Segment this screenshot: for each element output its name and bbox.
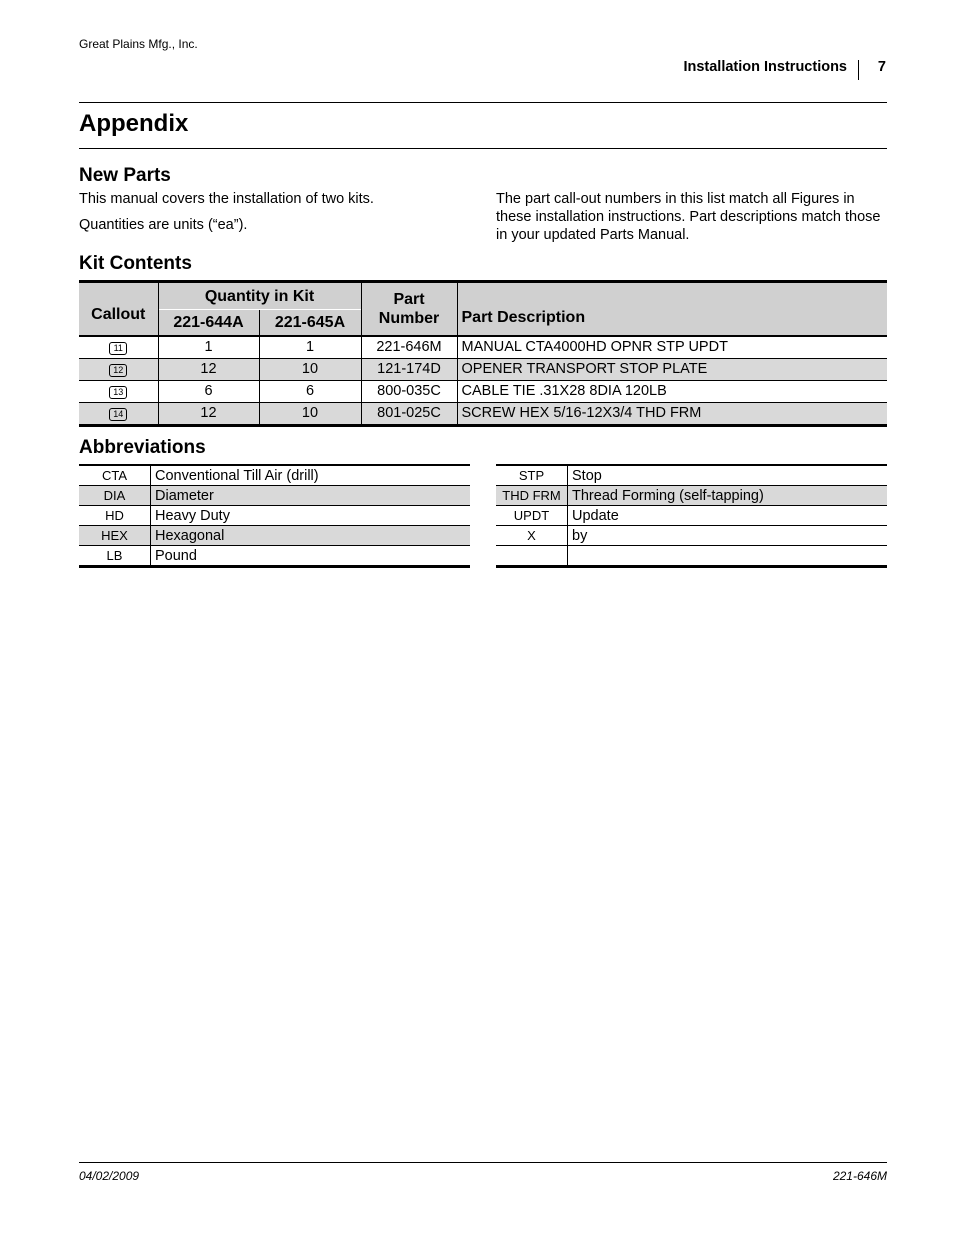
abbreviations-heading: Abbreviations	[79, 437, 206, 458]
callout-badge: 12	[109, 364, 127, 377]
part-number-header-line2: Number	[378, 310, 440, 327]
abbr-code: HEX	[79, 526, 151, 546]
description-cell: MANUAL CTA4000HD OPNR STP UPDT	[457, 336, 887, 359]
company-name: Great Plains Mfg., Inc.	[79, 37, 198, 51]
kit-contents-heading: Kit Contents	[79, 253, 192, 274]
abbr-code: THD FRM	[496, 486, 568, 506]
qty-a-cell: 12	[158, 359, 259, 381]
abbr-code: HD	[79, 506, 151, 526]
callout-badge: 13	[109, 386, 127, 399]
part-number-cell: 221-646M	[361, 336, 457, 359]
list-item	[496, 526, 887, 546]
abbr-meaning: Conventional Till Air (drill)	[155, 467, 319, 484]
new-parts-text-1: This manual covers the installation of two kits.	[79, 191, 374, 207]
part-number-header-line1: Part	[393, 291, 425, 308]
footer-doc-number: 221-646M	[832, 1169, 887, 1183]
callout-badge: 11	[109, 342, 127, 355]
header-rule	[79, 102, 887, 103]
table-row	[79, 359, 887, 381]
description-cell: CABLE TIE .31X28 8DIA 120LB	[457, 381, 887, 403]
abbr-code: X	[496, 526, 568, 546]
callout-badge: 14	[109, 408, 127, 421]
qty-a-cell: 12	[158, 403, 259, 426]
list-item	[79, 526, 470, 546]
abbr-meaning	[568, 546, 888, 567]
list-item	[79, 486, 470, 506]
description-cell: SCREW HEX 5/16-12X3/4 THD FRM	[457, 403, 887, 426]
qty-b-cell: 6	[259, 381, 361, 403]
abbr-meaning: Stop	[572, 467, 602, 484]
abbr-code	[496, 546, 568, 567]
part-number-header	[361, 282, 457, 337]
abbr-meaning: by	[568, 526, 888, 546]
list-item	[496, 486, 887, 506]
qty-a-cell: 6	[158, 381, 259, 403]
footer-rule	[79, 1162, 887, 1163]
title-rule	[79, 148, 887, 149]
part-number-cell: 800-035C	[361, 381, 457, 403]
table-row	[79, 336, 887, 359]
list-item	[496, 506, 887, 526]
description-header: Part Description	[457, 282, 887, 337]
section-title: Installation Instructions	[683, 59, 847, 75]
page-title: Appendix	[79, 110, 189, 137]
list-item	[79, 546, 470, 567]
qty-b-cell: 10	[259, 359, 361, 381]
part-number-cell: 121-174D	[361, 359, 457, 381]
abbr-meaning: Pound	[151, 546, 471, 567]
abbr-meaning: Update	[568, 506, 888, 526]
table-row	[79, 403, 887, 426]
new-parts-text-2: Quantities are units (“ea”).	[79, 217, 248, 233]
abbr-code: LB	[79, 546, 151, 567]
footer-date: 04/02/2009	[79, 1169, 140, 1183]
abbr-meaning: Hexagonal	[151, 526, 471, 546]
qty-b-cell: 10	[259, 403, 361, 426]
list-item	[79, 506, 470, 526]
qty-b-cell: 1	[259, 336, 361, 359]
abbr-code: DIA	[79, 486, 151, 506]
qty-a-cell: 1	[158, 336, 259, 359]
abbreviations-table-left	[79, 464, 470, 568]
header-separator	[858, 60, 859, 80]
abbr-code: STP	[496, 465, 568, 486]
callout-header: Callout	[79, 282, 158, 337]
new-parts-heading: New Parts	[79, 165, 171, 186]
list-item	[496, 546, 887, 567]
abbreviations-table-right	[496, 464, 887, 568]
list-item	[496, 465, 887, 486]
abbr-meaning: Thread Forming (self-tapping)	[568, 486, 888, 506]
kit-contents-table	[79, 280, 887, 427]
page-number: 7	[877, 59, 886, 75]
new-parts-text-3: The part call-out numbers in this list match all Figures in these installation instructions. Part descriptions match those in your updated Parts Manual.	[496, 191, 881, 243]
kit-b-header: 221-645A	[259, 310, 361, 337]
list-item	[79, 465, 470, 486]
quantity-header: Quantity in Kit	[158, 282, 361, 310]
abbr-code: CTA	[79, 465, 151, 486]
table-row	[79, 381, 887, 403]
abbr-meaning: Heavy Duty	[151, 506, 471, 526]
abbr-meaning: Diameter	[151, 486, 471, 506]
part-number-cell: 801-025C	[361, 403, 457, 426]
kit-a-header: 221-644A	[158, 310, 259, 337]
description-cell: OPENER TRANSPORT STOP PLATE	[457, 359, 887, 381]
abbr-code: UPDT	[496, 506, 568, 526]
